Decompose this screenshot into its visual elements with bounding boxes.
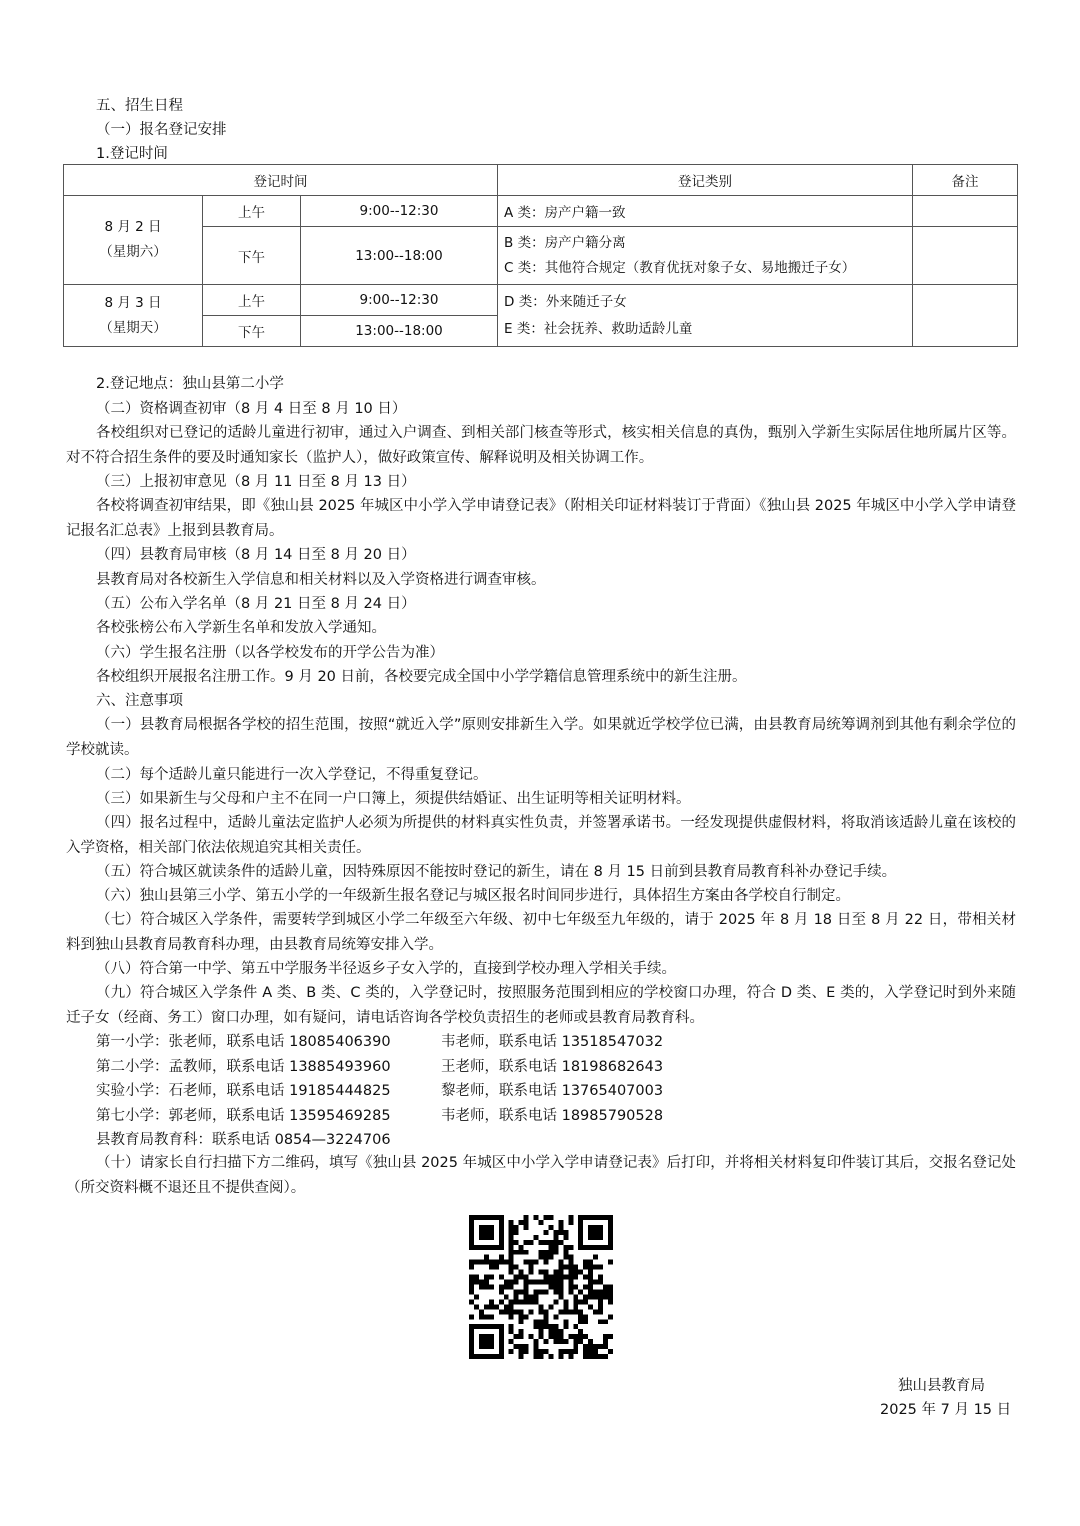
contact-secondary: 王老师，联系电话 18198682643 — [441, 1058, 664, 1075]
notice-1: （一）县教育局根据各学校的招生范围，按照“就近入学”原则安排新生入学。如果就近学校学位已满，由县教育局统筹调剂到其他有剩余学位的学校就读。 — [66, 717, 1016, 758]
category-de-cell — [498, 285, 913, 347]
notice-10: （十）请家长自行扫描下方二维码，填写《独山县 2025 年城区中小学入学申请登记表》后打印，并将相关材料复印件装订其后，交报名登记处（所交资料概不退还且不提供查阅）。 — [66, 1155, 1016, 1196]
day2-pm: 下午 — [203, 316, 301, 347]
subsection-4-body: 县教育局对各校新生入学信息和相关材料以及入学资格进行调查审核。 — [96, 572, 546, 588]
notice-8: （八）符合第一中学、第五中学服务半径返乡子女入学的，直接到学校办理入学相关手续。 — [96, 961, 676, 977]
day2-date: 8 月 3 日 — [104, 294, 162, 311]
day2-pm-time: 13:00--18:00 — [301, 316, 498, 347]
notice-9: （九）符合城区入学条件 A 类、B 类、C 类的，入学登记时，按照服务范围到相应的学校窗口办理，符合 D 类、E 类的，入学登记时到外来随迁子女（经商、务工）窗口办理，如有疑问，请电话咨询各学校负责招生的老师或县教育局教育科。 — [66, 985, 1016, 1026]
contact-secondary: 韦老师，联系电话 13518547032 — [441, 1034, 664, 1050]
day2-am-time: 9:00--12:30 — [301, 285, 498, 316]
day1-date: 8 月 2 日 — [104, 219, 162, 235]
contact-primary: 第七小学：郭老师，联系电话 13595469285 — [96, 1107, 391, 1124]
note-cell — [913, 227, 1018, 285]
document-page: 五、招生日程 （一）报名登记安排 1.登记时间 登记时间 登记类别 备注 8 月 2 日 （星期六） 上午 9:00--12:30 A 类：房产户籍一致 下午 13:00--18:00 B 类：房产户籍分离 C 类：其他符合规定（教育优抚对象子女、易地搬迁子女） 8 月 3 日 （星期天） 上午 9:00--12:30 D 类：外来随迁子女 E 类：社会抚养、救助适龄儿童 下午 13:00--18:00 2.登记地点：独山县第二小学 （二）资格调查初审（8 月 4 日至 8 月 10 日） 各校组织对已登记的适龄儿童进行初审，通过入户调查、到相关部门核查等形式，核实相关信息的真伪，甄别入学新生实际居住地所属片区等。对不符合招生条件的要及时通知家长（监护人），做好政策宣传、解释说明及相关协调工作。 （三）上报初审意见（8 月 11 日至 8 月 13 日） 各校将调查初审结果，即《独山县 2025 年城区中小学入学申请登记表》（附相关印证材料装订于背面）《独山县 2025 年城区中小学入学申请登记报名汇总表》上报到县教育局。 （四）县教育局审核（8 月 14 日至 8 月 20 日） 县教育局对各校新生入学信息和相关材料以及入学资格进行调查审核。 （五）公布入学名单（8 月 21 日至 8 月 24 日） 各校张榜公布入学新生名单和发放入学通知。 （六）学生报名注册（以各学校发布的开学公告为准） 各校组织开展报名注册工作。9 月 20 日前，各校要完成全国中小学学籍信息管理系统中的新生注册。 六、注意事项 （一）县教育局根据各学校的招生范围，按照“就近入学”原则安排新生入学。如果就近学校学位已满，由县教育局统筹调剂到其他有剩余学位的学校就读。 （二）每个适龄儿童只能进行一次入学登记，不得重复登记。 （三）如果新生与父母和户主不在同一户口簿上，须提供结婚证、出生证明等相关证明材料。 （四）报名过程中，适龄儿童法定监护人必须为所提供的材料真实性负责，并签署承诺书。一经发现提供虚假材料，将取消该适龄儿童在该校的入学资格，相关部门依法依规追究其相关责任。 （五）符合城区就读条件的适龄儿童，因特殊原因不能按时登记的新生，请在 8 月 15 日前到县教育局教育科补办登记手续。 （六）独山县第三小学、第五小学的一年级新生报名登记与城区报名时间同步进行，具体招生方案由各学校自行制定。 （七）符合城区入学条件，需要转学到城区小学二年级至六年级、初中七年级至九年级的，请于 2025 年 8 月 18 日至 8 月 22 日，带相关材料到独山县教育局教育科办理，由县教育局统筹安排入学。 （八）符合第一中学、第五中学服务半径返乡子女入学的，直接到学校办理入学相关手续。 （九）符合城区入学条件 A 类、B 类、C 类的，入学登记时，按照服务范围到相应的学校窗口办理，符合 D 类、E 类的，入学登记时到外来随迁子女（经商、务工）窗口办理，如有疑问，请电话咨询各学校负责招生的老师或县教育局教育科。 第一小学：张老师，联系电话 18085406390 韦老师，联系电话 13518547032 第二小学：孟教师，联系电话 13885493960 王老师，联系电话 18198682643 实验小学：石老师，联系电话 19185444825 黎老师，联系电话 13765407003 第七小学：郭老师，联系电话 13595469285 韦老师，联系电话 18985790528 县教育局教育科：联系电话 0854—3224706 （十）请家长自行扫描下方二维码，填写《独山县 2025 年城区中小学入学申请登记表》后打印，并将相关材料复印件装订其后，交报名登记处（所交资料概不退还且不提供查阅）。 独山县教育局 2025 年 7 月 15 日 — [0, 0, 1080, 1526]
subsection-3-title: （三）上报初审意见（8 月 11 日至 8 月 13 日） — [96, 474, 416, 490]
subsection-1-title: （一）报名登记安排 — [96, 122, 227, 138]
day1-pm-time: 13:00--18:00 — [301, 227, 498, 285]
table-row — [64, 285, 1018, 316]
notice-7: （七）符合城区入学条件，需要转学到城区小学二年级至六年级、初中七年级至九年级的，请于 2025 年 8 月 18 日至 8 月 22 日，带相关材料到独山县教育局教育科办理，由县教育局统筹安排入学。 — [66, 912, 1016, 953]
contact-primary: 第二小学：孟教师，联系电话 13885493960 — [96, 1058, 391, 1075]
header-note: 备注 — [913, 165, 1018, 196]
contact-secondary: 韦老师，联系电话 18985790528 — [441, 1107, 664, 1124]
subsection-2-body: 各校组织对已登记的适龄儿童进行初审，通过入户调查、到相关部门核查等形式，核实相关信息的真伪，甄别入学新生实际居住地所属片区等。对不符合招生条件的要及时通知家长（监护人），做好政策宣传、解释说明及相关协调工作。 — [66, 425, 1016, 466]
table-header-row — [64, 165, 1018, 196]
signature-date: 2025 年 7 月 15 日 — [880, 1402, 1012, 1418]
contact-primary: 实验小学：石老师，联系电话 19185444825 — [96, 1083, 391, 1099]
day1-date-cell — [64, 196, 203, 285]
header-registration-time: 登记时间 — [64, 165, 498, 196]
day1-am-time: 9:00--12:30 — [301, 196, 498, 227]
notice-2: （二）每个适龄儿童只能进行一次入学登记，不得重复登记。 — [96, 767, 488, 783]
section-5-heading: 五、招生日程 — [96, 98, 183, 114]
item-1-title: 1.登记时间 — [96, 146, 168, 162]
subsection-5-body: 各校张榜公布入学新生名单和发放入学通知。 — [96, 620, 386, 636]
contact-secondary: 黎老师，联系电话 13765407003 — [441, 1083, 664, 1099]
note-cell — [913, 196, 1018, 227]
notice-3: （三）如果新生与父母和户主不在同一户口簿上，须提供结婚证、出生证明等相关证明材料。 — [96, 791, 691, 807]
day1-weekday: （星期六） — [99, 244, 167, 260]
day1-am: 上午 — [203, 196, 301, 227]
registration-schedule-table — [63, 164, 1018, 347]
table-row — [64, 196, 1018, 227]
notice-4: （四）报名过程中，适龄儿童法定监护人必须为所提供的材料真实性负责，并签署承诺书。一经发现提供虚假材料，将取消该适龄儿童在该校的入学资格，相关部门依法依规追究其相关责任。 — [66, 815, 1016, 856]
day2-date-cell — [64, 285, 203, 347]
notice-5: （五）符合城区就读条件的适龄儿童，因特殊原因不能按时登记的新生，请在 8 月 15 日前到县教育局教育科补办登记手续。 — [96, 864, 897, 880]
section-6-heading: 六、注意事项 — [96, 693, 183, 709]
category-b: B 类：房产户籍分离 — [504, 234, 626, 251]
category-e: E 类：社会抚养、救助适龄儿童 — [504, 320, 693, 337]
table-row — [64, 227, 1018, 285]
category-bc-cell — [498, 227, 913, 285]
day2-weekday: （星期天） — [99, 319, 167, 336]
item-2-location: 2.登记地点：独山县第二小学 — [96, 376, 284, 392]
subsection-2-title: （二）资格调查初审（8 月 4 日至 8 月 10 日） — [96, 401, 407, 417]
contact-primary: 第一小学：张老师，联系电话 18085406390 — [96, 1034, 391, 1050]
header-registration-category: 登记类别 — [498, 165, 913, 196]
subsection-3-body: 各校将调查初审结果，即《独山县 2025 年城区中小学入学申请登记表》（附相关印证材料装订于背面）《独山县 2025 年城区中小学入学申请登记报名汇总表》上报到县教育局。 — [66, 498, 1016, 539]
notice-6: （六）独山县第三小学、第五小学的一年级新生报名登记与城区报名时间同步进行，具体招生方案由各学校自行制定。 — [96, 888, 850, 904]
note-cell — [913, 285, 1018, 347]
subsection-6-title: （六）学生报名注册（以各学校发布的开学公告为准） — [96, 645, 444, 661]
signature-org: 独山县教育局 — [898, 1378, 985, 1394]
category-d: D 类：外来随迁子女 — [504, 293, 627, 310]
subsection-6-body: 各校组织开展报名注册工作。9 月 20 日前，各校要完成全国中小学学籍信息管理系统中的新生注册。 — [96, 669, 747, 685]
category-c: C 类：其他符合规定（教育优抚对象子女、易地搬迁子女） — [504, 259, 856, 276]
qr-code-icon[interactable] — [469, 1215, 613, 1359]
subsection-4-title: （四）县教育局审核（8 月 14 日至 8 月 20 日） — [96, 547, 416, 563]
day1-pm: 下午 — [203, 227, 301, 285]
category-a: A 类：房产户籍一致 — [498, 196, 913, 227]
subsection-5-title: （五）公布入学名单（8 月 21 日至 8 月 24 日） — [96, 596, 416, 612]
day2-am: 上午 — [203, 285, 301, 316]
